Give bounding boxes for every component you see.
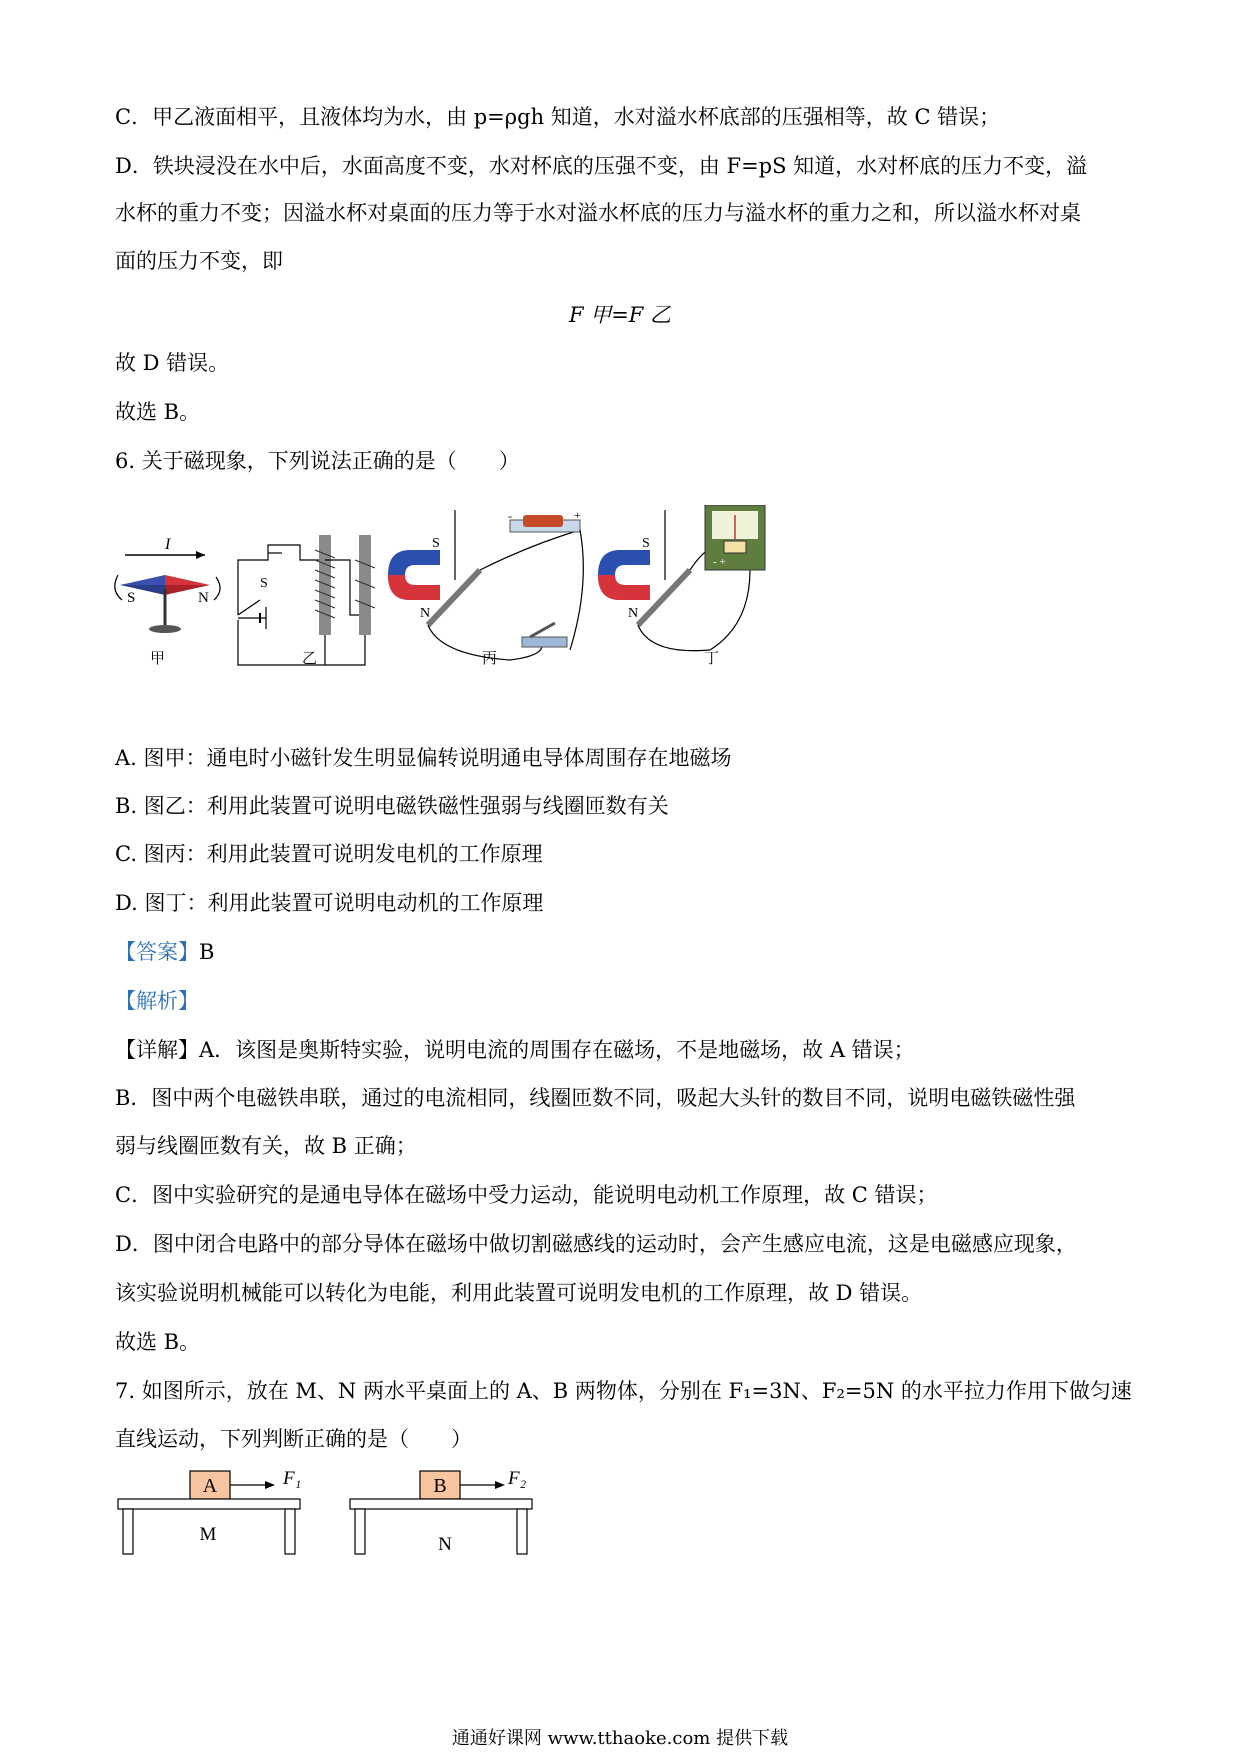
question-6-stem: 6. 关于磁现象，下列说法正确的是（ ） [115, 449, 520, 473]
svg-text:+: + [574, 508, 581, 522]
table-n-label: N [438, 1534, 452, 1555]
detail-line: D．图中闭合电路中的部分导体在磁场中做切割磁感线的运动时，会产生感应电流，这是电磁感应现象， [115, 1232, 1077, 1256]
answer-row [115, 937, 214, 967]
text-line: 故 D 错误。 [115, 351, 230, 375]
pole-s-label: S [127, 590, 136, 606]
text-line: 水杯的重力不变；因溢水杯对桌面的压力等于水对溢水杯底的压力与溢水杯的重力之和，所以溢水杯对桌 [115, 201, 1081, 225]
caption-ding: 丁 [704, 651, 720, 667]
figure-7-tables [115, 1470, 545, 1560]
text-line: 故选 B。 [115, 400, 201, 424]
detail-line: 弱与线圈匝数有关，故 B 正确； [115, 1134, 417, 1158]
figure-jia [115, 536, 220, 667]
pole-n-label: N [420, 606, 431, 621]
option-b: B. 图乙：利用此装置可说明电磁铁磁性强弱与线圈匝数有关 [115, 794, 669, 818]
question-7-stem: 7. 如图所示，放在 M、N 两水平桌面上的 A、B 两物体，分别在 F₁=3N、F₂=5N 的水平拉力作用下做匀速 [115, 1379, 1132, 1403]
force-1-label: F₁ [283, 1470, 302, 1489]
table-n-group [350, 1470, 532, 1555]
analysis-tag: 【解析】 [115, 989, 199, 1013]
text-line: C．甲乙液面相平，且液体均为水，由 p=ρgh 知道，水对溢水杯底部的压强相等，故 C 错误； [115, 105, 1001, 129]
text-line: 面的压力不变，即 [115, 249, 283, 273]
option-d: D. 图丁：利用此装置可说明电动机的工作原理 [115, 891, 544, 915]
svg-text:-: - [508, 509, 512, 523]
block-a-label: A [202, 1475, 218, 1497]
detail-line: 故选 B。 [115, 1330, 201, 1354]
question-7-stem: 直线运动，下列判断正确的是（ ） [115, 1427, 472, 1451]
text-line: D．铁块浸没在水中后，水面高度不变，水对杯底的压强不变，由 F=pS 知道，水对杯底的压力不变，溢 [115, 154, 1088, 178]
option-c: C. 图丙：利用此装置可说明发电机的工作原理 [115, 842, 543, 866]
svg-text:- +: - + [713, 556, 726, 568]
answer-value: B [199, 940, 215, 964]
caption-jia: 甲 [150, 651, 166, 667]
figure-bing [388, 508, 583, 667]
detail-line: B．图中两个电磁铁串联，通过的电流相同，线圈匝数不同，吸起大头针的数目不同，说明电磁铁磁性强 [115, 1086, 1076, 1110]
force-2-label: F₂ [508, 1470, 527, 1489]
caption-yi: 乙 [302, 651, 318, 667]
figure-yi [238, 535, 375, 667]
table-m-group [118, 1470, 301, 1554]
detail-line: C．图中实验研究的是通电导体在磁场中受力运动，能说明电动机工作原理，故 C 错误； [115, 1183, 938, 1207]
switch-label: S [260, 576, 268, 591]
table-m-label: M [199, 1524, 217, 1545]
figure-6-magnetism [110, 505, 880, 685]
answer-tag: 【答案】 [115, 940, 199, 964]
detail-line: 【详解】A．该图是奥斯特实验，说明电流的周围存在磁场，不是地磁场，故 A 错误； [115, 1038, 915, 1062]
formula: F 甲=F 乙 [568, 303, 672, 327]
detail-line: 该实验说明机械能可以转化为电能，利用此装置可说明发电机的工作原理，故 D 错误。 [115, 1281, 923, 1305]
option-a: A. 图甲：通电时小磁针发生明显偏转说明通电导体周围存在地磁场 [115, 746, 732, 770]
pole-n-label: N [628, 606, 639, 621]
pole-s-label: S [432, 536, 440, 551]
caption-bing: 丙 [482, 651, 498, 667]
pole-s-label: S [642, 536, 650, 551]
figure-ding [598, 505, 765, 667]
pole-n-label: N [198, 590, 209, 606]
page-footer: 通通好课网 www.tthaoke.com 提供下载 [451, 1728, 789, 1749]
current-label: I [165, 536, 171, 553]
block-b-label: B [433, 1475, 447, 1497]
